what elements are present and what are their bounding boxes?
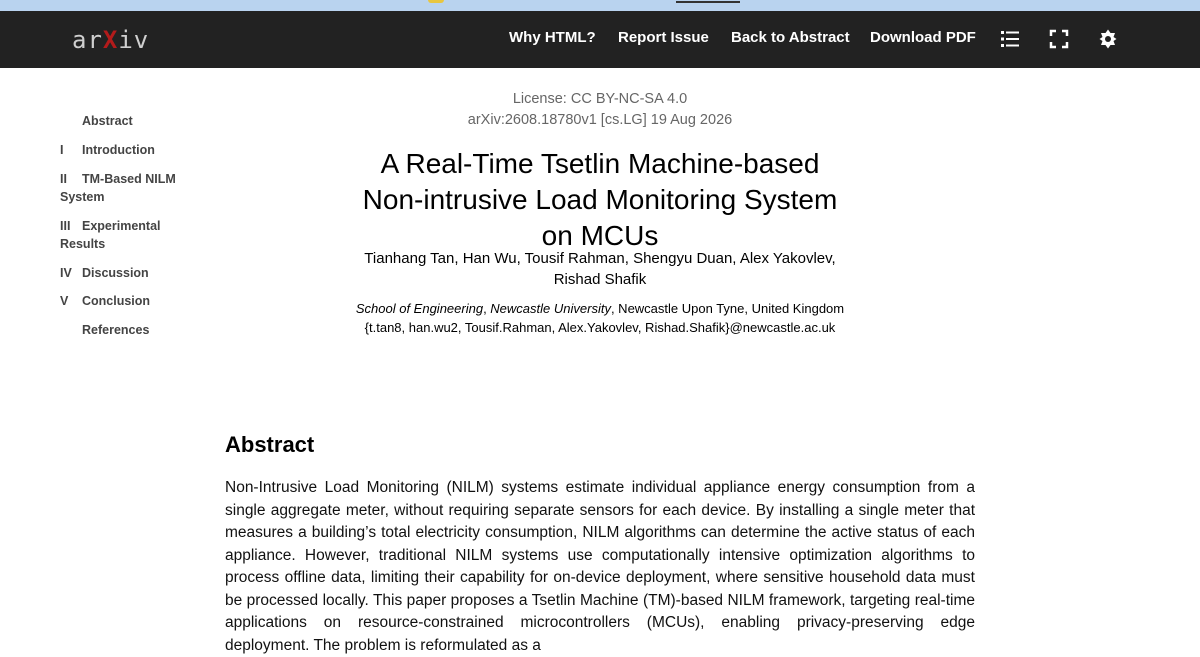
paper-title: A Real-Time Tsetlin Machine-based Non-intrusive Load Monitoring System on MCUs <box>362 148 838 251</box>
affiliation-separator: , <box>483 301 491 316</box>
abstract-text: Non-Intrusive Load Monitoring (NILM) systems estimate individual appliance energy consumption from a single aggregate meter, without requiring separate sensors for each device. By installing a single meter that measures a building’s total electricity consumption, NILM algorithms can determine the active status of each appliance. However, traditional NILM systems use computationally intensive optimization algorithms to process offline data, limiting their capability for on-device deployment, where sensitive household data must be processed locally. This paper proposes a Tsetlin Machine (TM)-based NILM framework, targeting real-time applications on resource-constrained microcontrollers (MCUs), enabling privacy-preserving edge deployment. The problem is reformulated as a <box>225 479 975 654</box>
toc-item-abstract[interactable] <box>60 112 200 130</box>
notification-link-underline[interactable] <box>676 1 740 3</box>
notification-emoji-icon <box>428 0 444 3</box>
toc-label: Abstract <box>82 114 133 128</box>
back-to-abstract-link[interactable]: Back to Abstract <box>731 29 850 46</box>
toc-number: V <box>60 294 69 308</box>
table-of-contents-icon[interactable] <box>999 28 1021 50</box>
logo-text-pre: ar <box>72 26 103 54</box>
toc-item-experimental-results[interactable] <box>60 217 200 253</box>
why-html-link[interactable]: Why HTML? <box>509 29 596 46</box>
logo-text-post: iv <box>118 26 150 54</box>
toc-label: References <box>82 323 150 337</box>
toc-label: Conclusion <box>82 294 151 308</box>
report-issue-link[interactable]: Report Issue <box>618 29 709 46</box>
toc-label: TM-Based NILM System <box>60 172 176 204</box>
arxiv-id: arXiv:2608.18780v1 [cs.LG] 19 Aug 2026 <box>467 112 733 128</box>
fullscreen-icon[interactable] <box>1048 28 1070 50</box>
affiliation-university: Newcastle University <box>490 301 611 316</box>
paper-authors: Tianhang Tan, Han Wu, Tousif Rahman, Shengyu Duan, Alex Yakovlev, Rishad Shafik <box>364 250 836 288</box>
abstract-heading: Abstract <box>225 432 315 457</box>
toc-label: Discussion <box>82 266 149 280</box>
toc-label: Introduction <box>82 143 155 157</box>
toc-number: IV <box>60 266 72 280</box>
toc-item-tm-based-nilm-system[interactable] <box>60 170 200 206</box>
toc-item-introduction[interactable] <box>60 141 200 159</box>
toc-number: I <box>60 143 64 157</box>
license-text: License: CC BY-NC-SA 4.0 <box>512 91 688 107</box>
logo-text-x: X <box>102 26 119 54</box>
toc-item-conclusion[interactable] <box>60 292 200 310</box>
download-pdf-link[interactable]: Download PDF <box>870 29 976 46</box>
top-navbar <box>0 11 1200 68</box>
settings-icon[interactable] <box>1097 28 1119 50</box>
paper-affiliation <box>320 299 880 318</box>
toc-number: II <box>60 172 67 186</box>
toc-item-discussion[interactable] <box>60 264 200 282</box>
browser-top-strip <box>0 0 1200 11</box>
toc-item-references[interactable] <box>60 321 200 339</box>
toc-label: Experimental Results <box>60 219 161 251</box>
toc-number: III <box>60 219 71 233</box>
affiliation-location: , Newcastle Upon Tyne, United Kingdom <box>610 301 845 316</box>
affiliation-school: School of Engineering <box>355 301 484 316</box>
arxiv-logo[interactable] <box>72 22 149 58</box>
paper-emails: {t.tan8, han.wu2, Tousif.Rahman, Alex.Yakovlev, Rishad.Shafik}@newcastle.ac.uk <box>364 320 836 335</box>
